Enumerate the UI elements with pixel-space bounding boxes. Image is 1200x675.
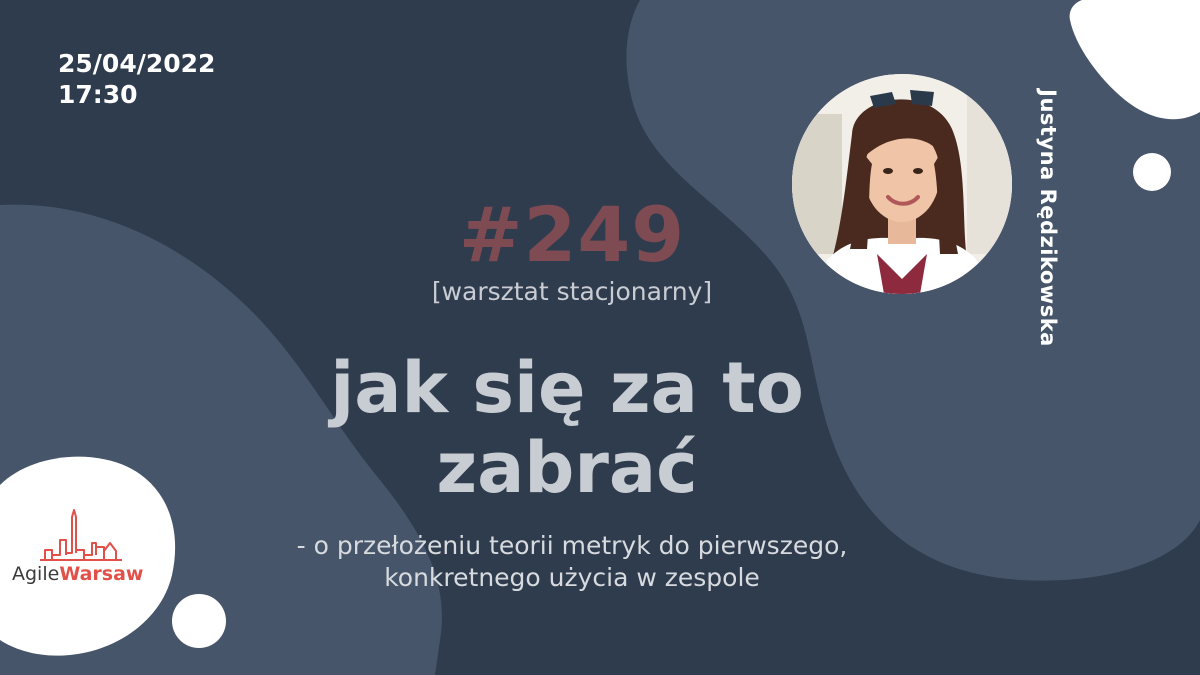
small-white-dot-left (172, 594, 226, 648)
event-date: 25/04/2022 (58, 49, 216, 78)
speaker-portrait-illustration (792, 74, 1012, 294)
small-white-dot-right (1133, 153, 1171, 191)
event-time: 17:30 (58, 80, 138, 109)
logo-agile-text: Agile (12, 563, 60, 585)
talk-title-line-2: zabrać (436, 427, 698, 509)
speaker-name: Justyna Rędzikowska (1036, 89, 1060, 347)
event-datetime (58, 48, 215, 110)
talk-subtitle-line-1: - o przełożeniu teorii metryk do pierwszego, (296, 531, 848, 560)
meetup-number: #249 (458, 190, 686, 279)
meetup-format: [warsztat stacjonarny] (431, 277, 713, 306)
talk-title-line-1: jak się za to (330, 347, 804, 429)
logo-warsaw-text: Warsaw (59, 563, 144, 585)
agile-warsaw-logo (12, 563, 143, 585)
speaker-photo (792, 74, 1012, 294)
talk-subtitle (0, 530, 1144, 594)
talk-title (0, 348, 1134, 508)
talk-subtitle-line-2: konkretnego użycia w zespole (384, 563, 760, 592)
